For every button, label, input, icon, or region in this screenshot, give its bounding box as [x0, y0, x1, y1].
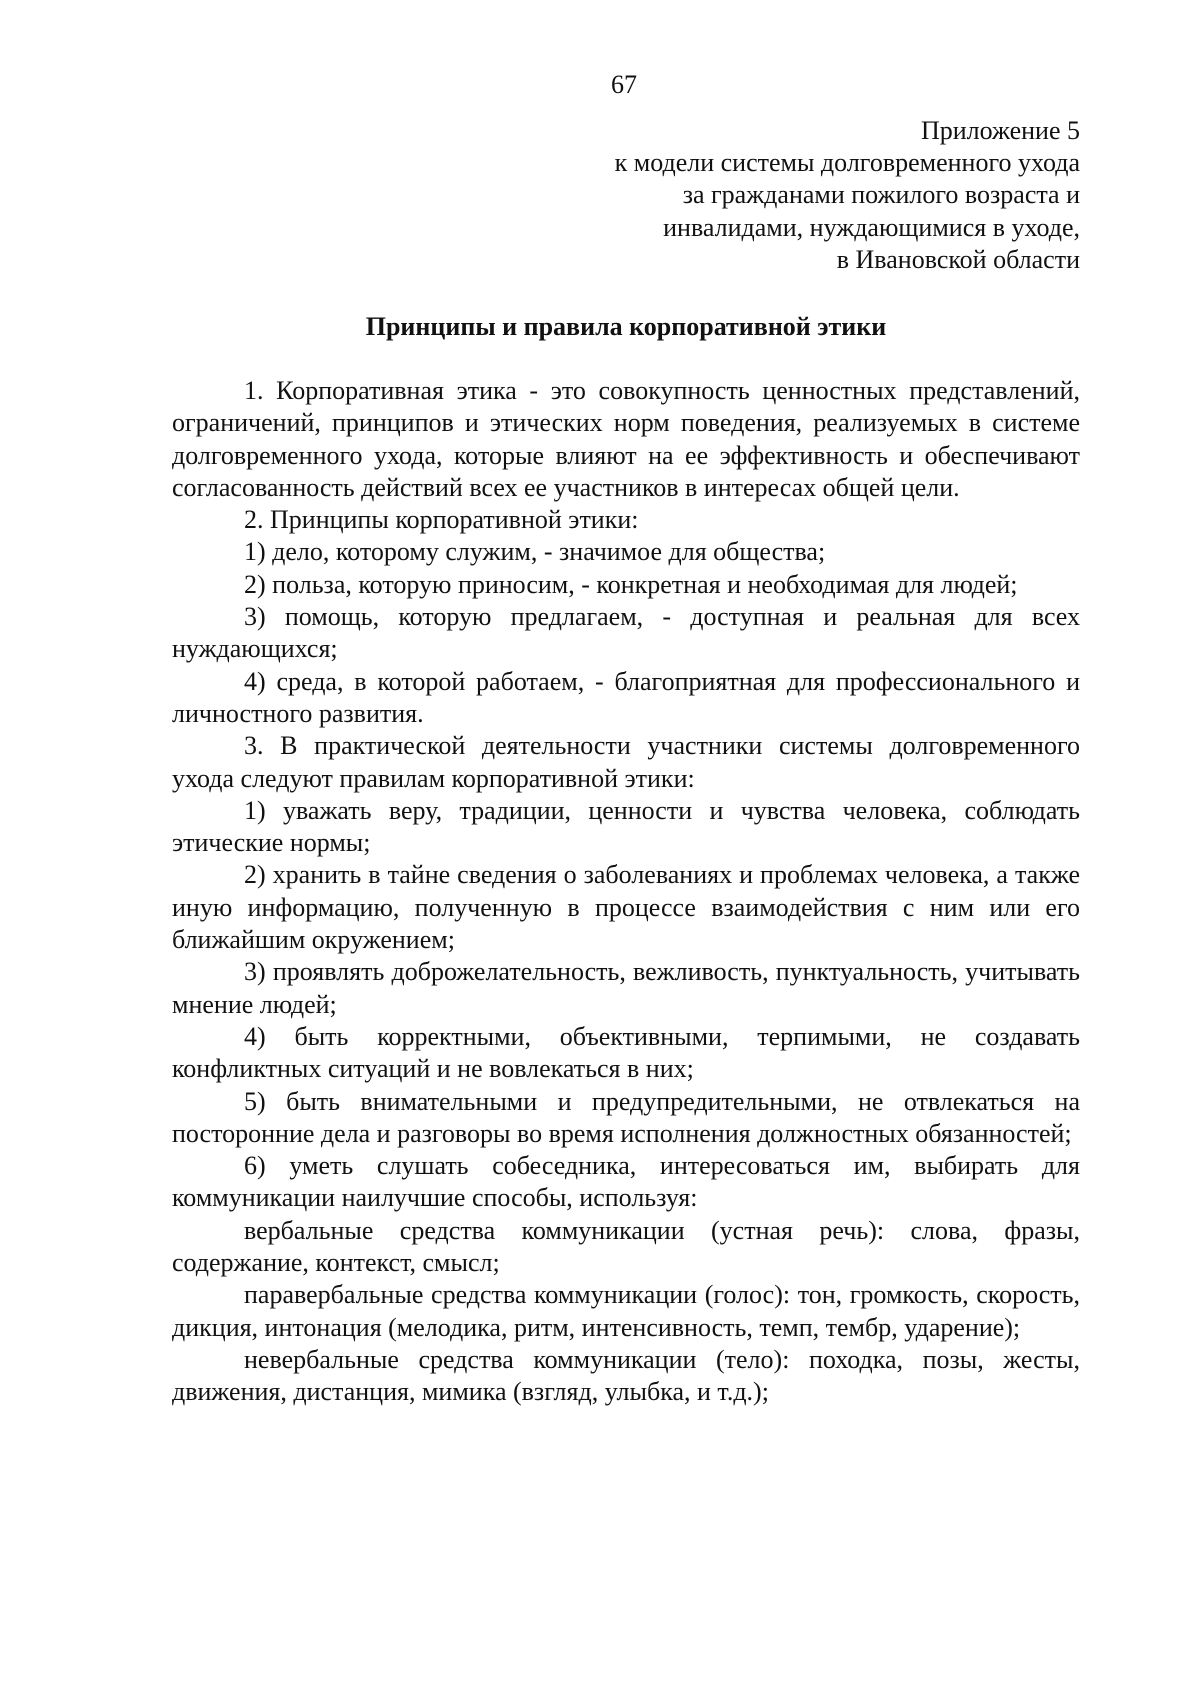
- appendix-line: Приложение 5: [920, 116, 1080, 145]
- rule-5: 5) быть внимательными и предупредительными, не отвлекаться на посторонние дела и разговоры во время исполнения должностных обязанностей;: [172, 1086, 1080, 1148]
- principle-1: 1) дело, которому служим, - значимое для общества;: [244, 537, 826, 567]
- rule-3: 3) проявлять доброжелательность, вежливость, пунктуальность, учитывать мнение людей;: [172, 957, 1080, 1019]
- rule-6: 6) уметь слушать собеседника, интересоваться им, выбирать для коммуникации наилучшие способы, используя:: [172, 1151, 1080, 1213]
- paragraph-3-heading: 3. В практической деятельности участники системы долговременного ухода следуют правилам корпоративной этики:: [172, 731, 1080, 793]
- appendix-line: в Ивановской области: [836, 244, 1080, 274]
- verbal-means: вербальные средства коммуникации (устная речь): слова, фразы, содержание, контекст, смысл;: [172, 1215, 1080, 1278]
- principle-3: 3) помощь, которую предлагаем, - доступная и реальная для всех нуждающихся;: [172, 602, 1080, 664]
- principle-2: 2) польза, которую приносим, - конкретная и необходимая для людей;: [244, 569, 1018, 599]
- paragraph-2-heading: 2. Принципы корпоративной этики:: [244, 505, 639, 535]
- document-body: [172, 375, 1080, 1409]
- appendix-line: инвалидами, нуждающимися в уходе,: [663, 212, 1080, 242]
- rule-1: 1) уважать веру, традиции, ценности и чувства человека, соблюдать этические нормы;: [172, 795, 1080, 858]
- appendix-line: к модели системы долговременного ухода: [614, 148, 1080, 178]
- paraverbal-means: паравербальные средства коммуникации (голос): тон, громкость, скорость, дикция, интонация (мелодика, ритм, интенсивность, темп, тембр, ударение);: [172, 1280, 1080, 1342]
- paragraph-1-definition: 1. Корпоративная этика - это совокупность ценностных представлений, ограничений, принципов и этических норм поведения, реализуемых в системе долговременного ухода, которые влияют на ее эффективность и обеспечивают согласованность действий всех ее участников в интересах общей цели.: [172, 376, 1080, 502]
- document-title: Принципы и правила корпоративной этики: [365, 312, 887, 341]
- page-number: 67: [611, 70, 637, 99]
- rule-4: 4) быть корректными, объективными, терпимыми, не создавать конфликтных ситуаций и не вовлекаться в них;: [172, 1021, 1080, 1084]
- appendix-header: [380, 115, 1080, 276]
- principle-4: 4) среда, в которой работаем, - благоприятная для профессионального и личностного развития.: [172, 666, 1080, 728]
- rule-2: 2) хранить в тайне сведения о заболеваниях и проблемах человека, а также иную информацию, полученную в процессе взаимодействия с ним или его ближайшим окружением;: [172, 860, 1080, 955]
- nonverbal-means: невербальные средства коммуникации (тело): походка, позы, жесты, движения, дистанция, мимика (взгляд, улыбка, и т.д.);: [172, 1344, 1080, 1407]
- appendix-line: за гражданами пожилого возраста и: [682, 180, 1080, 210]
